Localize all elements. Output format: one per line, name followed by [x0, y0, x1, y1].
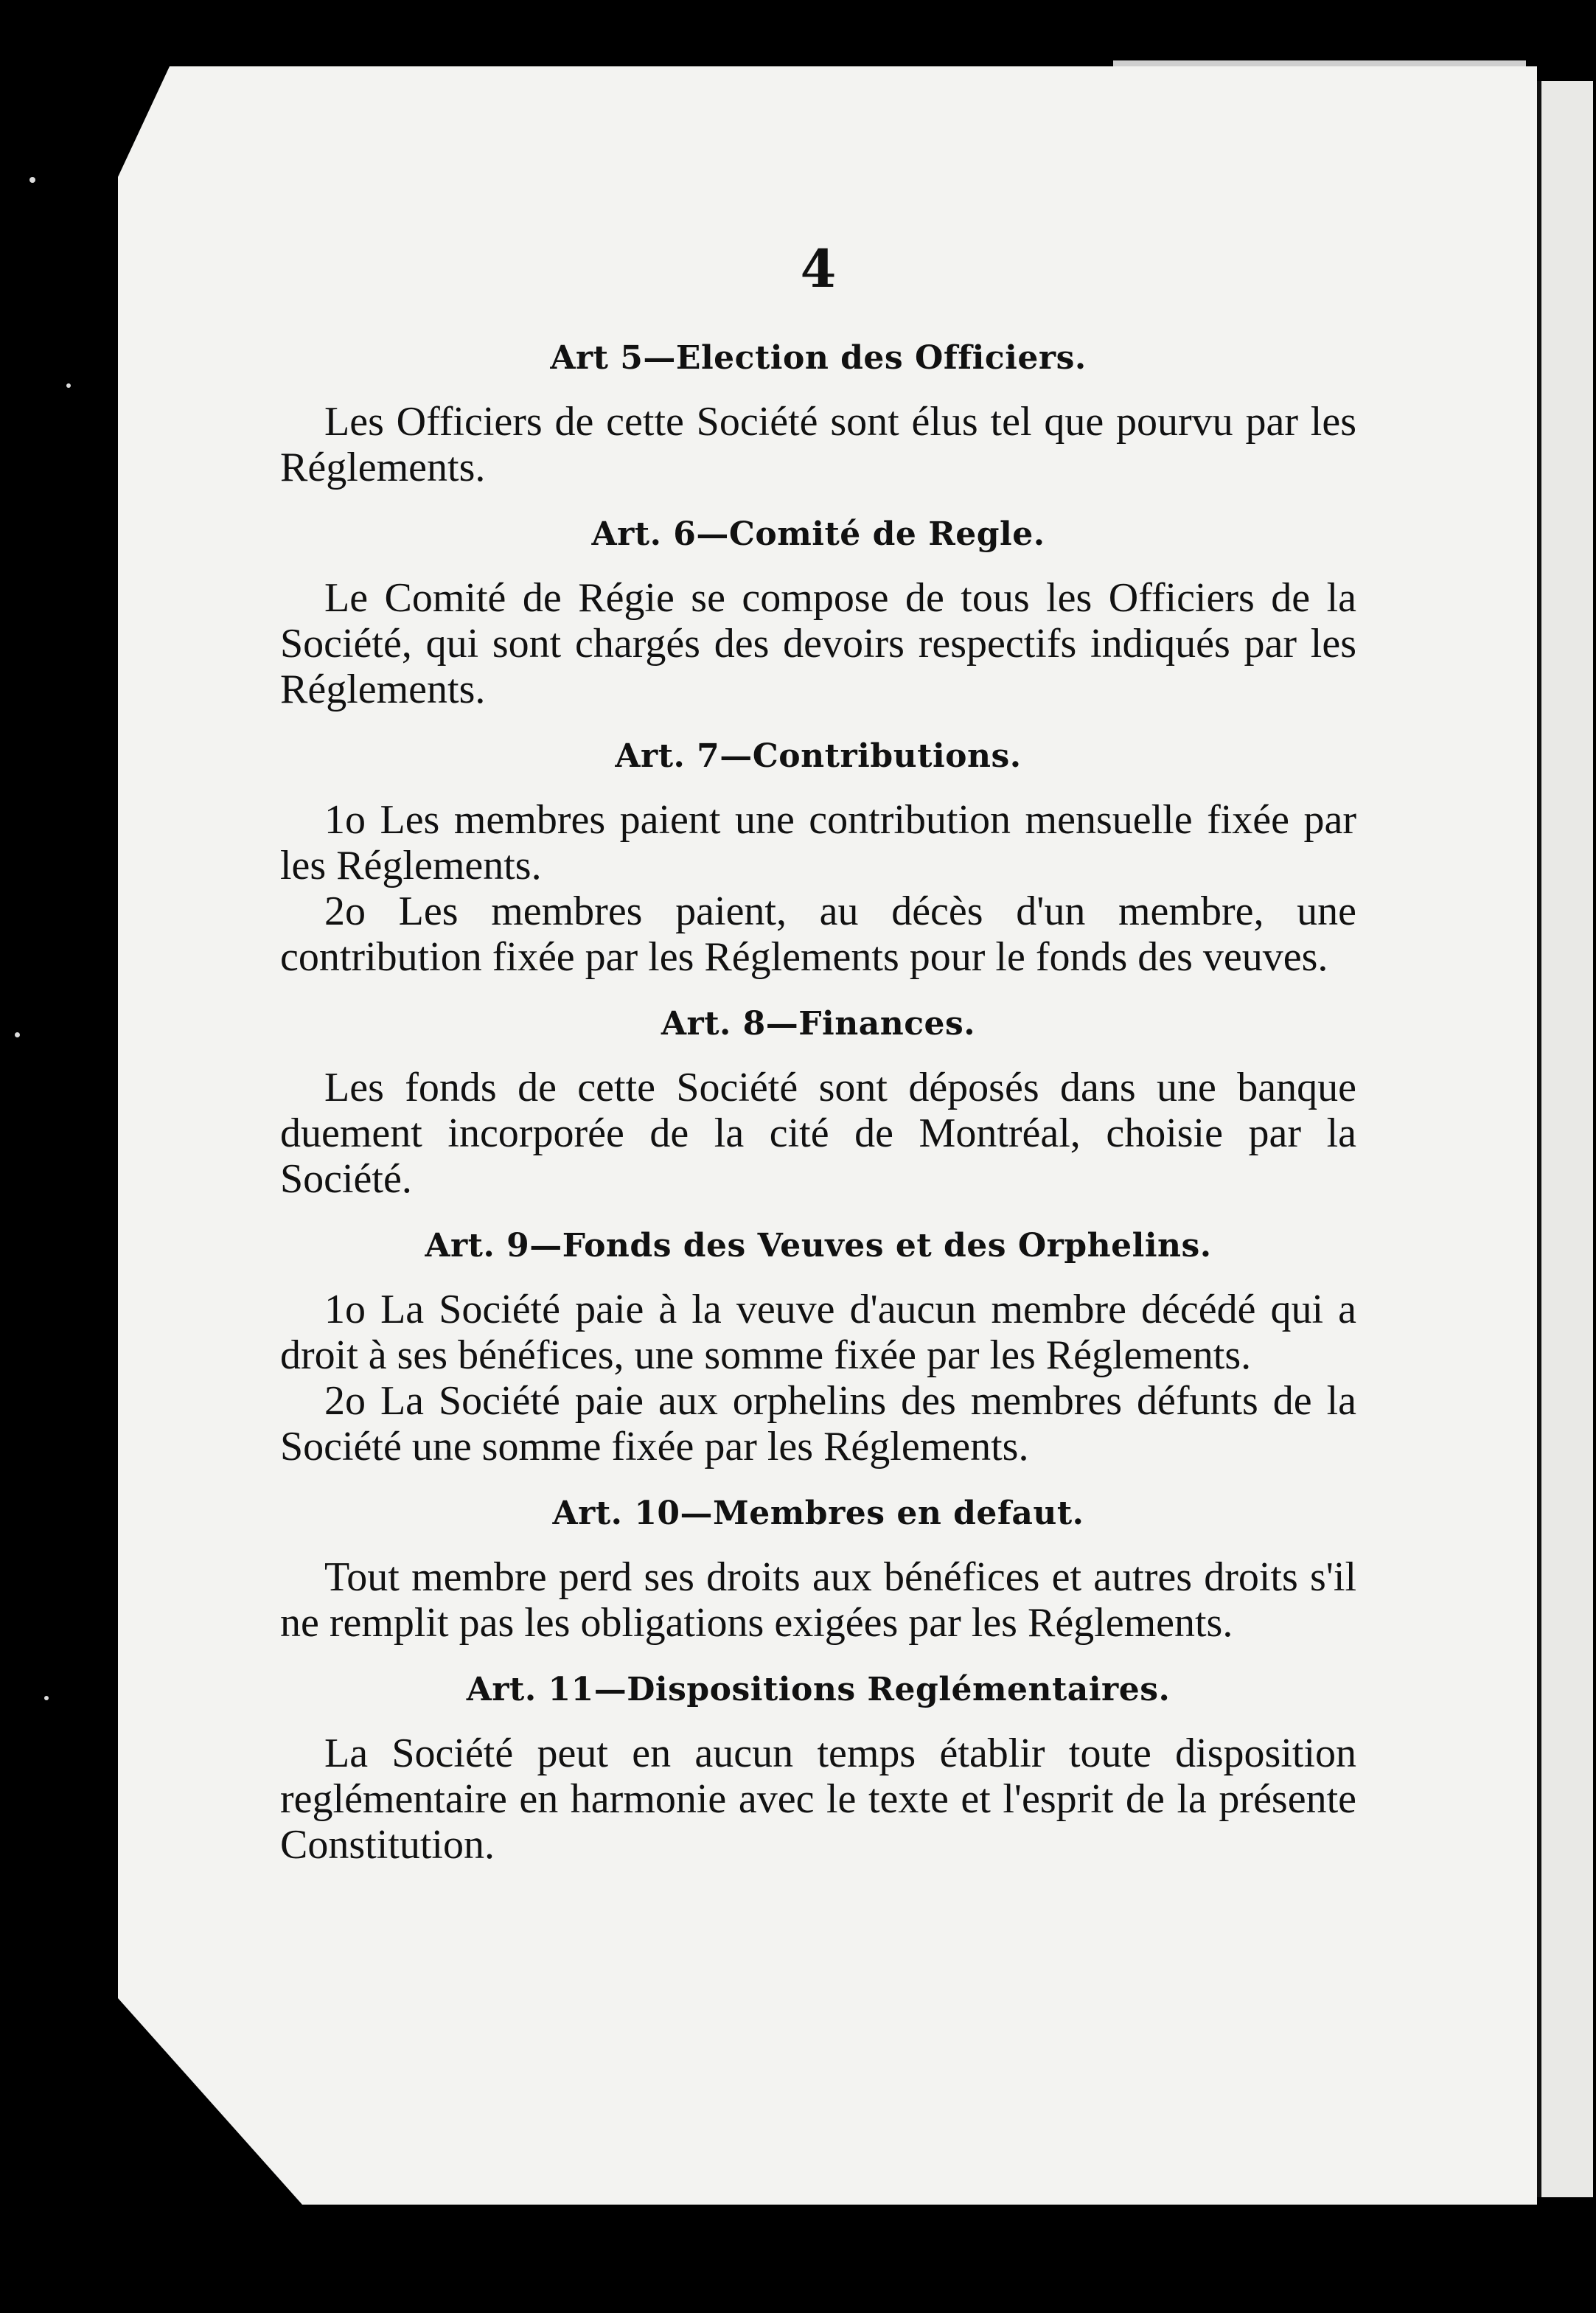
article-title: Art. 9—Fonds des Veuves et des Orphelins.: [425, 1227, 1212, 1265]
article-7: [280, 737, 1356, 980]
page-content: [280, 238, 1356, 1893]
article-8: [280, 1005, 1356, 1202]
dust-speck: [44, 1696, 49, 1700]
article-paragraph: 1o La Société paie à la veuve d'aucun membre décédé qui a droit à ses bénéfices, une somme fixée par les Réglements.: [280, 1287, 1356, 1378]
article-title: Art. 10—Membres en defaut.: [552, 1495, 1084, 1532]
article-paragraph: 1o Les membres paient une contribution mensuelle fixée par les Réglements.: [280, 797, 1356, 888]
dust-speck: [29, 177, 35, 183]
article-paragraph: Le Comité de Régie se compose de tous les Officiers de la Société, qui sont chargés des devoirs respectifs indiqués par les Réglements.: [280, 575, 1356, 712]
article-title: Art. 7—Contributions.: [615, 737, 1022, 775]
dust-speck: [15, 1032, 20, 1037]
article-title: Art 5—Election des Officiers.: [550, 339, 1087, 377]
dust-speck: [66, 383, 71, 388]
page-number: 4: [800, 238, 837, 299]
next-page-edge: [1537, 81, 1593, 2197]
article-paragraph: Tout membre perd ses droits aux bénéfices et autres droits s'il ne remplit pas les obligations exigées par les Réglements.: [280, 1554, 1356, 1646]
article-9: [280, 1227, 1356, 1469]
article-title: Art. 11—Dispositions Reglémentaires.: [466, 1671, 1171, 1708]
article-paragraph: 2o Les membres paient, au décès d'un membre, une contribution fixée par les Réglements pour le fonds des veuves.: [280, 888, 1356, 980]
article-title: Art. 8—Finances.: [661, 1005, 976, 1043]
article-6: [280, 515, 1356, 712]
article-title: Art. 6—Comité de Regle.: [591, 515, 1045, 553]
article-11: [280, 1671, 1356, 1868]
article-paragraph: Les Officiers de cette Société sont élus tel que pourvu par les Réglements.: [280, 399, 1356, 490]
article-10: [280, 1495, 1356, 1646]
article-paragraph: Les fonds de cette Société sont déposés dans une banque duement incorporée de la cité de Montréal, choisie par la Société.: [280, 1065, 1356, 1202]
article-paragraph: La Société peut en aucun temps établir toute disposition reglémentaire en harmonie avec le texte et l'esprit de la présente Constitution.: [280, 1731, 1356, 1868]
article-5: [280, 339, 1356, 490]
article-paragraph: 2o La Société paie aux orphelins des membres défunts de la Société une somme fixée par les Réglements.: [280, 1378, 1356, 1469]
